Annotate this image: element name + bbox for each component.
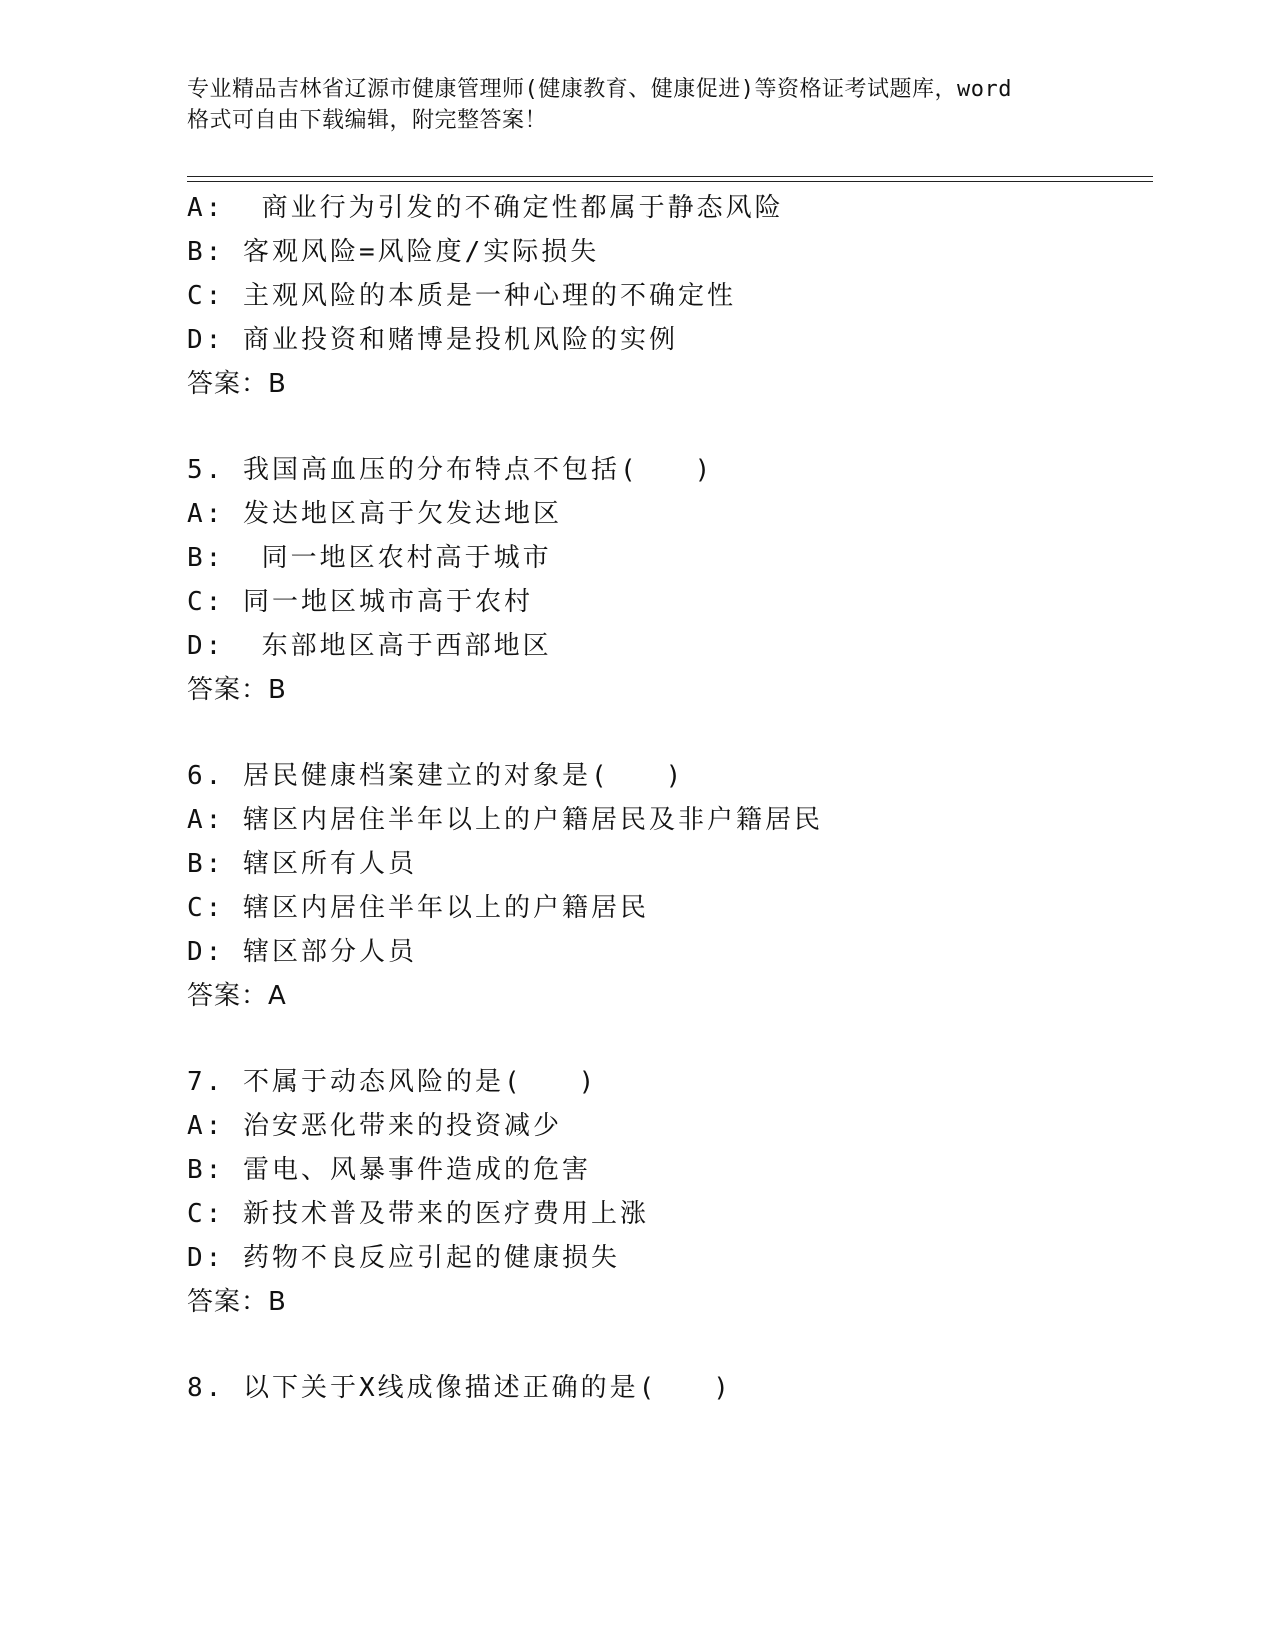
q5-answer: 答案：B <box>187 675 287 705</box>
q7-option-a: A: 治安恶化带来的投资减少 <box>187 1111 562 1141</box>
q6-question: 6. 居民健康档案建立的对象是( ) <box>187 761 685 791</box>
q5-option-a: A: 发达地区高于欠发达地区 <box>187 499 562 529</box>
q7-option-c: C: 新技术普及带来的医疗费用上涨 <box>187 1199 649 1229</box>
header-line-2: 格式可自由下载编辑，附完整答案！ <box>187 108 548 133</box>
q5-option-b: B: 同一地区农村高于城市 <box>187 543 552 573</box>
q5-question: 5. 我国高血压的分布特点不包括( ) <box>187 455 714 485</box>
header-line-1: 专业精品吉林省辽源市健康管理师(健康教育、健康促进)等资格证考试题库，word <box>187 77 1012 102</box>
q7-option-b: B: 雷电、风暴事件造成的危害 <box>187 1155 591 1185</box>
q4-option-d: D: 商业投资和赌博是投机风险的实例 <box>187 325 678 355</box>
q4-answer: 答案：B <box>187 369 287 399</box>
q7-answer: 答案：B <box>187 1287 287 1317</box>
q6-option-c: C: 辖区内居住半年以上的户籍居民 <box>187 893 649 923</box>
header-divider-top <box>187 176 1153 177</box>
q5-option-c: C: 同一地区城市高于农村 <box>187 587 533 617</box>
q5-option-d: D: 东部地区高于西部地区 <box>187 631 552 661</box>
document-header <box>187 74 1087 136</box>
q6-option-d: D: 辖区部分人员 <box>187 937 417 967</box>
q6-option-a: A: 辖区内居住半年以上的户籍居民及非户籍居民 <box>187 805 823 835</box>
q7-option-d: D: 药物不良反应引起的健康损失 <box>187 1243 620 1273</box>
q6-answer: 答案：A <box>187 981 287 1011</box>
q4-option-c: C: 主观风险的本质是一种心理的不确定性 <box>187 281 736 311</box>
q4-option-a: A: 商业行为引发的不确定性都属于静态风险 <box>187 193 784 223</box>
q7-question: 7. 不属于动态风险的是( ) <box>187 1067 598 1097</box>
q8-question: 8. 以下关于X线成像描述正确的是( ) <box>187 1373 732 1403</box>
header-divider-bottom <box>187 181 1153 182</box>
q4-option-b: B: 客观风险=风险度/实际损失 <box>187 237 600 267</box>
q6-option-b: B: 辖区所有人员 <box>187 849 417 879</box>
